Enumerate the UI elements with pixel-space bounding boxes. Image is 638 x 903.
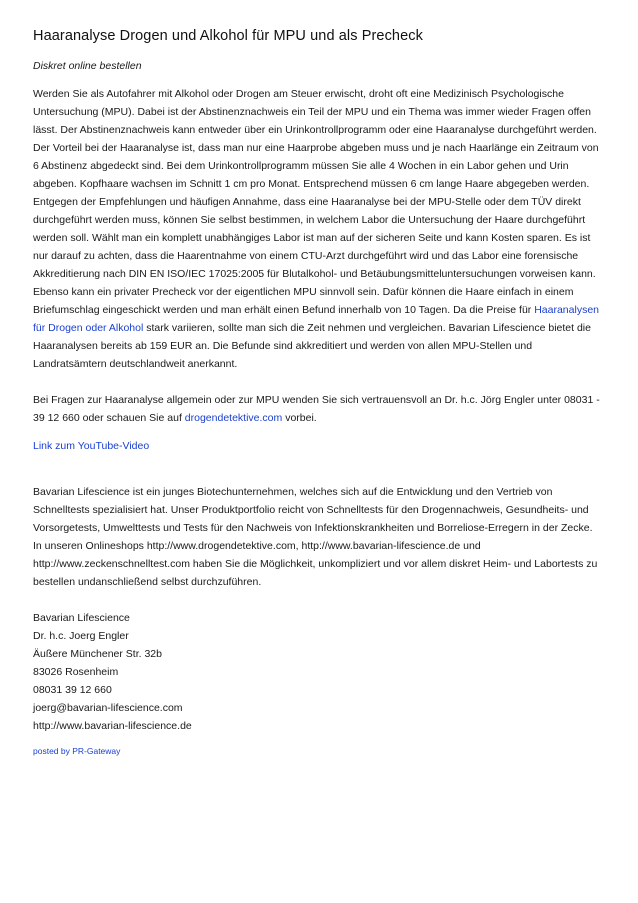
paragraph-contact-info xyxy=(33,391,606,427)
haaranalysen-link[interactable]: Haaranalysen für Drogen oder Alkohol xyxy=(33,304,599,334)
contact-city: 83026 Rosenheim xyxy=(33,666,119,678)
contact-phone: 08031 39 12 660 xyxy=(33,684,112,696)
drogendetektive-link[interactable]: drogendetektive.com xyxy=(184,412,283,424)
spacer xyxy=(33,427,606,437)
youtube-paragraph xyxy=(33,437,606,455)
contact-name: Dr. h.c. Joerg Engler xyxy=(33,630,129,642)
contact-block xyxy=(33,609,606,735)
paragraph-lab-choice: Entgegen der Empfehlungen und häufigen Annahme, dass eine Haaranalyse bei der MPU-Stelle oder dem TÜV direkt durchgeführt werden muss, können Sie selbst bestimmen, in welchem Labor die Untersuchung der Haare durchgeführt werden soll. Wählt man ein komplett unabhängiges Labor ist man auf der sicheren Seite und kann Kosten sparen. Es ist nur darauf zu achten, dass die Haarentnahme von einem CTU-Arzt durchgeführt wird und das Labor eine forensische Akkreditierung nach DIN EN ISO/IEC 17025:2005 für Blutalkohol- und Betäubungsmitteluntersuchungen vorweisen kann. xyxy=(33,196,596,280)
paragraph-precheck-text-1: Ebenso kann ein privater Precheck vor der eigentlichen MPU sinnvoll sein. Dafür können die Haare einfach in einem Briefumschlag eingeschickt werden und man erhält einen Befund innerhalb von 10 Tagen. Da die Preise für xyxy=(33,286,574,316)
paragraph-mpu-intro: Werden Sie als Autofahrer mit Alkohol oder Drogen am Steuer erwischt, droht oft eine Medizinisch Psychologische Untersuchung (MPU). Dabei ist der Abstinenznachweis ein Teil der MPU und ein Thema was immer wieder Fragen offen lässt. Der Abstinenznachweis kann entweder über ein Urinkontrollprogramm oder eine Haaranalyse durchgeführt werden. Der Vorteil bei der Haaranalyse ist, dass man nur eine Haarprobe abgeben muss und je nach Haarlänge ein Zeitraum von 6 Abstinenz abgedeckt sind. Bei dem Urinkontrollprogramm müssen Sie alle 4 Wochen in ein Labor gehen und Urin abgeben. Kopfhaare wachsen im Schnitt 1 cm pro Monat. Entsprechend müssen 6 cm lange Haare abgegeben werden. xyxy=(33,88,599,190)
contact-company: Bavarian Lifescience xyxy=(33,612,130,624)
paragraph-company-about: Bavarian Lifescience ist ein junges Biotechunternehmen, welches sich auf die Entwicklung und den Vertrieb von Schnelltests spezialisiert hat. Unser Produktportfolio reicht von Schnelltests für den Drogennachweis, Gesundheits- und Vorsorgetests, Umwelttests und Tests für den Nachweis von Infektionskrankheiten und Borreliose-Erregern in der Zecke. xyxy=(33,486,593,534)
subtitle: Diskret online bestellen xyxy=(33,60,142,72)
paragraph-contact-text-1: Bei Fragen zur Haaranalyse allgemein oder zur MPU wenden Sie sich vertrauensvoll an Dr. h.c. Jörg Engler unter 08031 - 39 12 660 oder schauen Sie auf xyxy=(33,394,600,424)
paragraph-precheck xyxy=(33,283,606,373)
contact-web: http://www.bavarian-lifescience.de xyxy=(33,720,192,732)
paragraph-contact-text-2: vorbei. xyxy=(282,412,317,424)
spacer xyxy=(33,455,606,483)
youtube-video-link[interactable]: Link zum YouTube-Video xyxy=(33,440,150,452)
paragraph-precheck-text-2: stark variieren, sollte man sich die Zeit nehmen und vergleichen. Bavarian Lifescience bietet die Haaranalysen bereits ab 159 EUR an. Die Befunde sind akkreditiert und werden von allen MPU-Stellen und Landratsämtern deutschlandweit anerkannt. xyxy=(33,322,591,370)
contact-street: Äußere Münchener Str. 32b xyxy=(33,648,162,660)
posted-by-link[interactable]: posted by PR-Gateway xyxy=(33,746,121,756)
spacer xyxy=(33,591,606,609)
paragraph-onlineshops: In unseren Onlineshops http://www.drogendetektive.com, http://www.bavarian-lifescience.de und http://www.zeckenschnelltest.com haben Sie die Möglichkeit, unkompliziert und vor allem diskret Heim- und Labortests zu bestellen undanschließend selbst durchzuführen. xyxy=(33,540,598,588)
posted-by xyxy=(33,745,606,757)
contact-email: joerg@bavarian-lifescience.com xyxy=(33,702,183,714)
spacer xyxy=(33,373,606,391)
page-title: Haaranalyse Drogen und Alkohol für MPU und als Precheck xyxy=(33,28,423,44)
